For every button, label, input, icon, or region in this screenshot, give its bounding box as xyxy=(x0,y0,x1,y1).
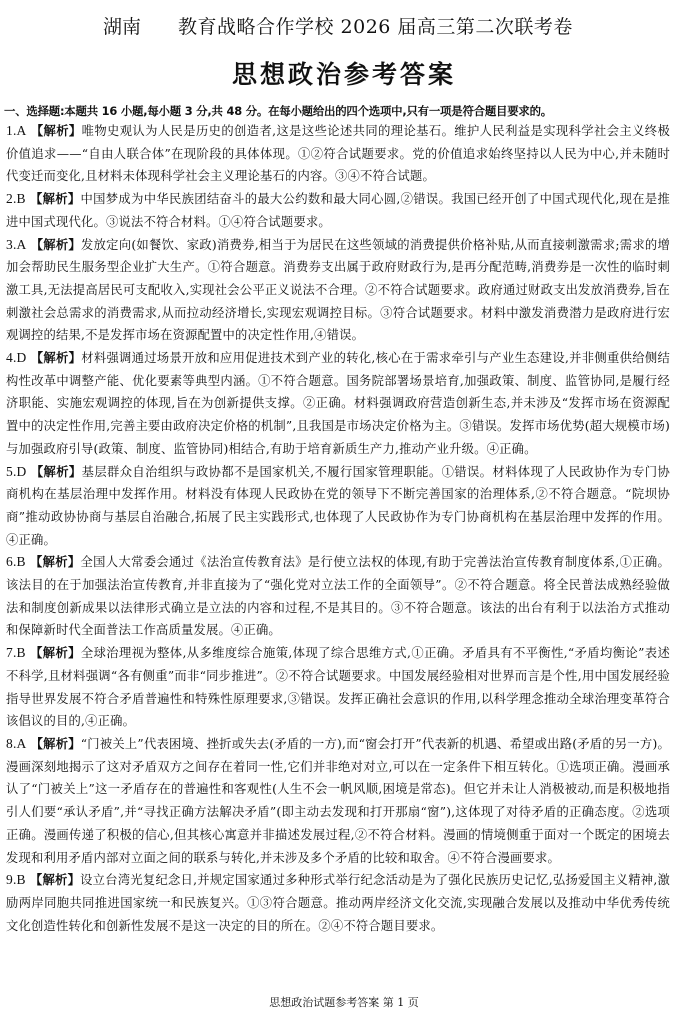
answer-number: 9.B xyxy=(6,872,26,888)
analysis-text: 全国人大常委会通过《法治宣传教育法》是行使立法权的体现,有助于完善法治宣传教育制度体系,①正确。该法目的在于加强法治宣传教育,并非直接为了“强化党对立法工作的全面领导”。②不符合题意。将全民普法成熟经验做法和制度创新成果以法律形式确立是立法的内容和过程,不是其目的。③不符合题意。该法的出台有利于以法治方式推动和保障新时代全面普法工作高质量发展。④正确。 xyxy=(6,555,671,638)
answer-item xyxy=(6,642,670,733)
answer-number: 4.D xyxy=(6,350,27,366)
province-label: 湖南 xyxy=(103,16,142,38)
analysis-label: 【解析】 xyxy=(29,192,81,207)
analysis-label: 【解析】 xyxy=(30,646,81,661)
analysis-text: 发放定向(如餐饮、家政)消费券,相当于为居民在这些领域的消费提供价格补贴,从而直接刺激需求;需求的增加会帮助民生服务型企业扩大生产。①符合题意。消费券支出属于政府财政行为,是再分配范畴,消费券是一次性的临时刺激工具,无法提高居民可支配收入,实现社会公平正义说法不合理。②不符合试题要求。政府通过财政支出发放消费券,旨在刺激社会总需求的消费需求,从而拉动经济增长,实现宏观调控目标。③符合试题要求。材料中激发消费潜力是政府进行宏观调控的结果,不是发挥市场在资源配置中的决定性作用,④错误。 xyxy=(6,237,671,343)
page-title: 思想政治参考答案 xyxy=(231,60,456,89)
answer-number: 8.A xyxy=(6,735,27,751)
analysis-label: 【解析】 xyxy=(30,237,82,252)
answer-item xyxy=(6,869,670,937)
answer-item xyxy=(6,461,670,552)
answer-number: 7.B xyxy=(6,645,26,661)
analysis-text: “门被关上”代表困境、挫折或失去(矛盾的一方),而“窗会打开”代表新的机遇、希望或出路(矛盾的另一方)。漫画深刻地揭示了这对矛盾双方之间存在着同一性,它们并非绝对对立,可以在一定条件下相互转化。①选项正确。漫画承认了“门被关上”这一矛盾存在的普遍性和客观性(人生不会一帆风顺,困境是常态)。但它并未让人消极被动,而是积极地指引人们要“承认矛盾”,并“寻找正确方法解决矛盾”(即主动去发现和打开那扇“窗”),这体现了对待矛盾的正确态度。②选项正确。漫画传递了积极的信心,但其核心寓意并非描述发展过程,②不符合材料。漫画的情境侧重于面对一个既定的困境去发现和利用矛盾内部对立面之间的联系与转化,并未涉及多个矛盾的比较和取舍。④不符合漫画要求。 xyxy=(6,736,670,865)
answer-item xyxy=(6,234,670,348)
answer-item xyxy=(6,733,670,869)
analysis-label: 【解析】 xyxy=(30,351,82,366)
analysis-text: 设立台湾光复纪念日,并规定国家通过多种形式举行纪念活动是为了强化民族历史记忆,弘扬爱国主义精神,激励两岸同胞共同推进国家统一和民族复兴。①③符合题意。推动两岸经济文化交流,实现融合发展以及推动中华优秀传统文化创造性转化和创新性发展不是这一决定的目的所在。②④不符合题目要求。 xyxy=(6,873,670,933)
analysis-text: 唯物史观认为人民是历史的创造者,这是这些论述共同的理论基石。维护人民利益是实现科学社会主义终极价值追求——“自由人联合体”在现阶段的具体体现。①②符合试题要求。党的价值追求始终坚持以人民为中心,并未随时代变迁而变化,且材料未体现科学社会主义理论基石的内容。③④不符合试题。 xyxy=(6,124,671,184)
analysis-label: 【解析】 xyxy=(30,464,82,479)
analysis-text: 材料强调通过场景开放和应用促进技术到产业的转化,核心在于需求牵引与产业生态建设,并非侧重供给侧结构性改革中调整产能、优化要素等典型内涵。①不符合题意。国务院部署场景培育,加强政策、制度、监管协同,是履行经济职能、实施宏观调控的体现,旨在为创新提供支撑。②正确。材料强调政府营造创新生态,并未涉及“发挥市场在资源配置中的决定性作用,完善主要由政府决定价格的机制”,且我国是市场决定价格为主。③错误。发挥市场优势(超大规模市场)与加强政府引导(政策、制度、监管协同)相结合,有助于培育新质生产力,推动产业升级。④正确。 xyxy=(6,351,670,456)
answer-list xyxy=(0,120,688,937)
answer-number: 2.B xyxy=(6,191,26,207)
analysis-label: 【解析】 xyxy=(29,555,81,570)
analysis-label: 【解析】 xyxy=(30,736,81,751)
page-footer: 思想政治试题参考答案 第 1 页 xyxy=(269,996,419,1009)
analysis-label: 【解析】 xyxy=(30,124,82,138)
analysis-text: 中国梦成为中华民族团结奋斗的最大公约数和最大同心圆,②错误。我国已经开创了中国式现代化,现在是推进中国式现代化。③说法不符合材料。①④符合试题要求。 xyxy=(6,192,671,229)
answer-item xyxy=(6,120,670,188)
answer-number: 5.D xyxy=(6,463,27,479)
section-heading: 一、选择题:本题共 16 小题,每小题 3 分,共 48 分。在每小题给出的四个选项中,只有一项是符合题目要求的。 xyxy=(4,104,552,118)
analysis-text: 全球治理视为整体,从多维度综合施策,体现了综合思维方式,①正确。矛盾具有不平衡性,“矛盾均衡论”表述不科学,且材料强调“各有侧重”而非“同步推进”。②不符合试题要求。中国发展经验相对世界而言是个性,用中国发展经验指导世界发展不符合矛盾普遍性和特殊性原理要求,③错误。发挥正确社会意识的作用,以科学理念推动全球治理变革符合该倡议的目的,④正确。 xyxy=(6,646,670,729)
analysis-label: 【解析】 xyxy=(29,873,81,888)
exam-title: 教育战略合作学校 2026 届高三第二次联考卷 xyxy=(178,16,573,38)
answer-item xyxy=(6,188,670,233)
answer-number: 1.A xyxy=(6,123,27,138)
answer-number: 6.B xyxy=(6,554,26,570)
answer-item xyxy=(6,551,670,642)
answer-number: 3.A xyxy=(6,236,27,252)
analysis-text: 基层群众自治组织与政协都不是国家机关,不履行国家管理职能。①错误。材料体现了人民政协作为专门协商机构在基层治理中发挥作用。材料没有体现人民政协在党的领导下不断完善国家的治理体系,②不符合题意。“院坝协商”推动政协协商与基层自治融合,拓展了民主实践形式,也体现了人民政协作为专门协商机构在基层治理中发挥的作用。④正确。 xyxy=(6,464,671,547)
answer-item xyxy=(6,347,670,461)
